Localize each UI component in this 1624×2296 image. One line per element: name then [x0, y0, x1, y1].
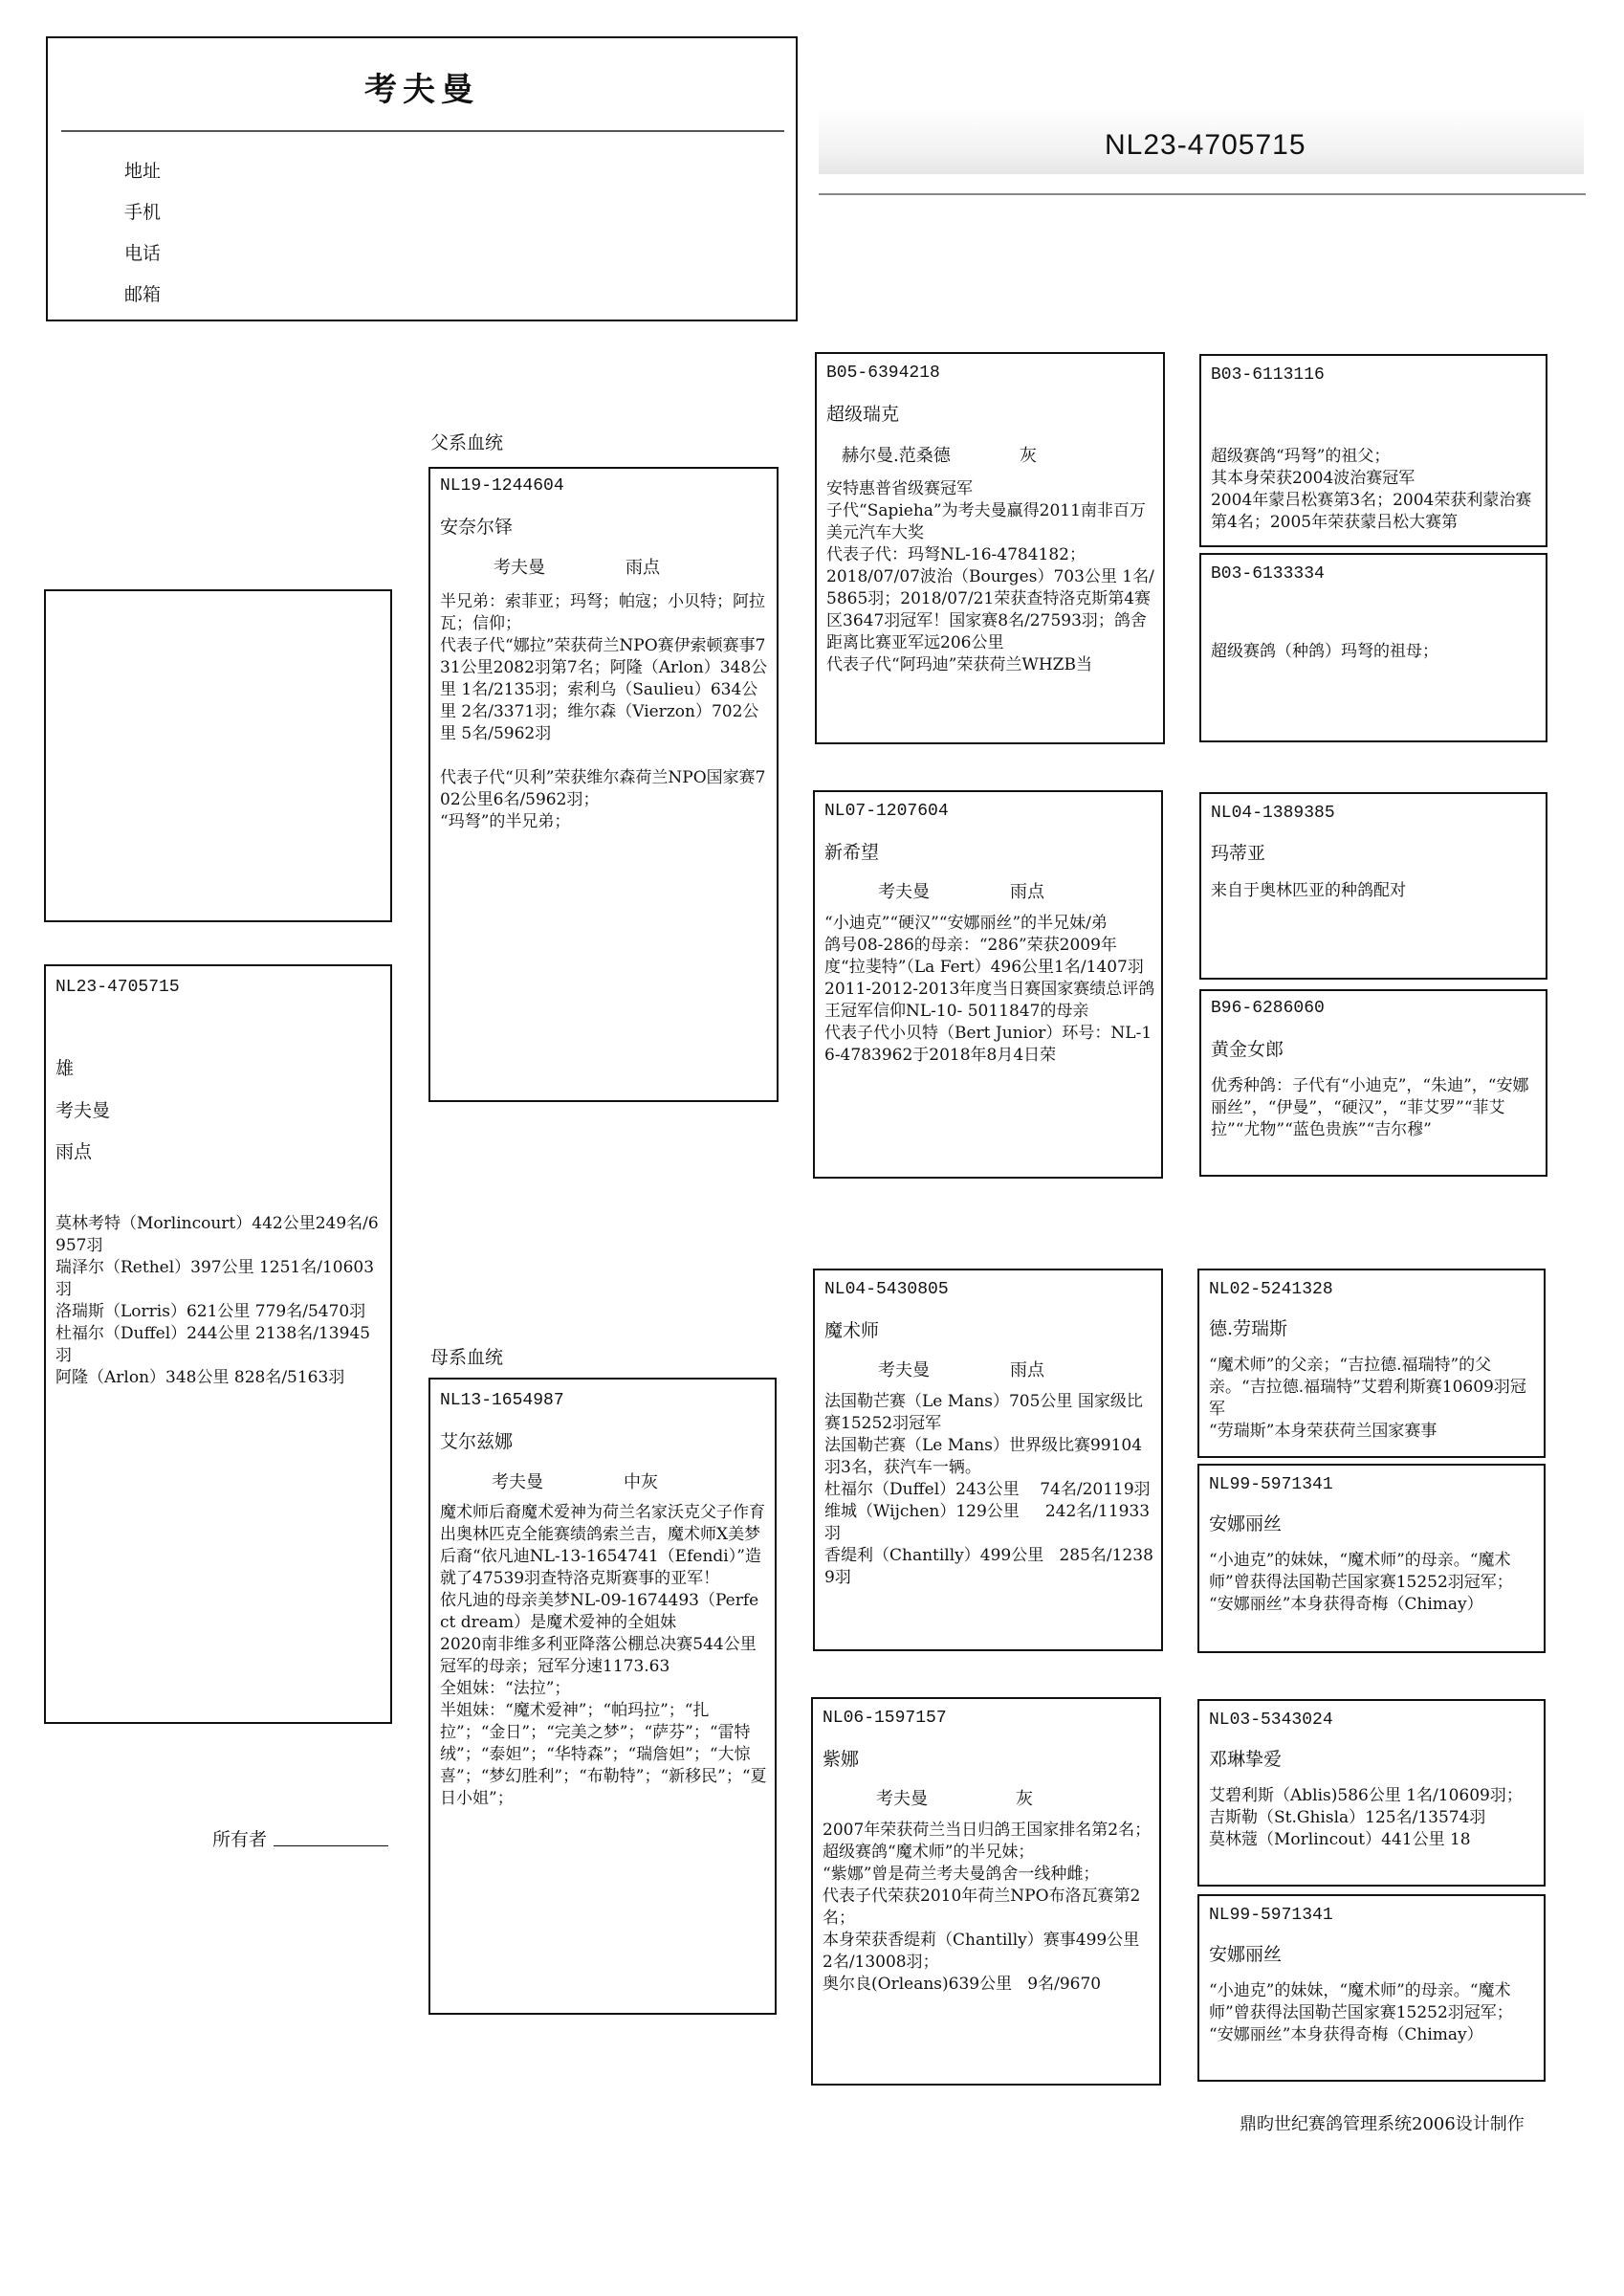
- ssd-notes: 超级赛鸽（种鸽）玛弩的祖母；: [1211, 642, 1438, 661]
- sdd-ring: B96-6286060: [1211, 999, 1325, 1018]
- sire-notes: 半兄弟：索菲亚；玛弩；帕寇；小贝特；阿拉瓦；信仰； 代表子代“娜拉”荣获荷兰NPO赛伊索顿赛事731公里2082羽第7名；阿隆（Arlon）348公里 1名/2135羽；索利乌（Saulieu）634公里 2名/3371羽；维尔森（Vierzon）702公里 5名/5962羽 代表子代“贝利”荣获维尔森荷兰NPO国家赛702公里6名/5962羽； “玛弩”的半兄弟；: [440, 592, 768, 831]
- sdd-notes: 优秀种鸽：子代有“小迪克”，“朱迪”，“安娜丽丝”，“伊曼”，“硬汉”，“菲艾罗”“菲艾拉”“尤物”“蓝色贵族”“吉尔穆”: [1211, 1076, 1529, 1139]
- sire-color: 雨点: [625, 558, 660, 578]
- sdd-name: 黄金女郎: [1211, 1039, 1284, 1060]
- header-ring-number: NL23-4705715: [1105, 129, 1306, 161]
- ds-ring: NL04-5430805: [824, 1280, 949, 1299]
- sd-box: [813, 790, 1163, 1179]
- ss-color: 灰: [1020, 446, 1037, 466]
- subject-sex: 雄: [55, 1058, 75, 1079]
- owner-signature-label: 所有者: [212, 1829, 268, 1850]
- ddd-box: [1197, 1894, 1546, 2082]
- subject-color: 雨点: [55, 1141, 93, 1162]
- subject-ring: NL23-4705715: [55, 978, 180, 997]
- dss-ring: NL02-5241328: [1209, 1280, 1333, 1299]
- subject-results: 莫林考特（Morlincourt）442公里249名/6957羽 瑞泽尔（Rethel）397公里 1251名/10603羽 洛瑞斯（Lorris）621公里 779名/5470羽 杜福尔（Duffel）244公里 2138名/13945羽 阿隆（Arlon）348公里 828名/5163羽: [55, 1214, 379, 1387]
- sire-name: 安奈尔铎: [440, 517, 514, 538]
- sd-color: 雨点: [1010, 882, 1044, 902]
- header-line: [819, 193, 1586, 195]
- dd-color: 灰: [1016, 1789, 1033, 1809]
- sire-box: [428, 467, 779, 1102]
- ss-name: 超级瑞克: [826, 404, 900, 425]
- sire-strain: 考夫曼: [494, 558, 545, 578]
- sd-notes: “小迪克”“硬汉”“安娜丽丝”的半兄妹/弟 鸽号08-286的母亲：“286”荣获2009年度“拉斐特”（La Fert）496公里1名/1407羽 2011-2012-2013年度当日赛国家赛绩总评鸽王冠军信仰NL-10- 5011847的母亲 代表子代小贝特（Bert Junior）环号：NL-16-4783962于2018年8月4日荣: [824, 914, 1155, 1065]
- sd-name: 新希望: [824, 842, 880, 863]
- sds-name: 玛蒂亚: [1211, 843, 1266, 864]
- ddd-notes: “小迪克”的妹妹，“魔术师”的母亲。“魔术师”曾获得法国勒芒国家赛15252羽冠军； “安娜丽丝”本身获得奇梅（Chimay）: [1209, 1981, 1513, 2044]
- dsd-ring: NL99-5971341: [1209, 1475, 1333, 1494]
- owner-box: [46, 36, 798, 321]
- ss-box: [815, 352, 1165, 744]
- owner-address-label: 地址: [124, 161, 162, 182]
- ddd-ring: NL99-5971341: [1209, 1906, 1333, 1925]
- ddd-name: 安娜丽丝: [1209, 1944, 1283, 1965]
- dam-color: 中灰: [624, 1472, 658, 1492]
- dds-box: [1197, 1699, 1546, 1887]
- ds-notes: 法国勒芒赛（Le Mans）705公里 国家级比赛15252羽冠军 法国勒芒赛（Le Mans）世界级比赛99104羽3名，获汽车一辆。 杜福尔（Duffel）243公里 74名/20119羽 维城（Wijchen）129公里 242名/11933羽 香缇利（Chantilly）499公里 285名/12389羽: [824, 1392, 1153, 1587]
- ss-notes: 安特惠普省级赛冠军 子代“Sapieha”为考夫曼赢得2011南非百万美元汽车大奖 代表子代：玛弩NL-16-4784182； 2018/07/07波治（Bourges）703公里 1名/5865羽；2018/07/21荣获查特洛克斯第4赛区3647羽冠军！国家赛8名/27593羽；鸽舍距离比赛亚军远206公里 代表子代“阿玛迪”荣获荷兰WHZB当: [826, 479, 1154, 674]
- dsd-notes: “小迪克”的妹妹，“魔术师”的母亲。“魔术师”曾获得法国勒芒国家赛15252羽冠军； “安娜丽丝”本身获得奇梅（Chimay）: [1209, 1551, 1513, 1614]
- dsd-name: 安娜丽丝: [1209, 1513, 1283, 1534]
- sdd-box: [1199, 989, 1547, 1177]
- ss-ring: B05-6394218: [826, 364, 940, 383]
- ds-name: 魔术师: [824, 1320, 880, 1341]
- owner-email-label: 邮箱: [124, 284, 162, 305]
- sds-notes: 来自于奥林匹亚的种鸽配对: [1211, 881, 1406, 900]
- dam-notes: 魔术师后裔魔术爱神为荷兰名家沃克父子作育出奥林匹克全能赛绩鸽索兰吉，魔术师X美梦后裔“依凡迪NL-13-1654741（Efendi）”造就了47539羽查特洛克斯赛事的亚军！ 依凡迪的母亲美梦NL-09-1674493（Perfect dream）是魔术爱神的全姐妹 2020南非维多利亚降落公棚总决赛544公里冠军的母亲；冠军分速1173.63 全姐妹：“法拉”； 半姐妹：“魔术爱神”；“帕玛拉”；“扎拉”；“金日”；“完美之梦”；“萨芬”；“雷特绒”；“泰妲”；“华特森”；“瑞詹妲”；“大惊喜”；“梦幻胜利”；“布勒特”；“新移民”；“夏日小姐”；: [440, 1503, 767, 1808]
- ds-box: [813, 1269, 1163, 1651]
- subject-strain: 考夫曼: [55, 1100, 111, 1121]
- dss-notes: “魔术师”的父亲；“吉拉德.福瑞特”的父亲。“吉拉德.福瑞特”艾碧利斯赛10609羽冠军 “劳瑞斯”本身荣获荷兰国家赛事: [1209, 1356, 1526, 1441]
- ss-strain: 赫尔曼.范桑德: [842, 446, 951, 466]
- dss-name: 德.劳瑞斯: [1209, 1318, 1288, 1339]
- dd-name: 紫娜: [823, 1749, 860, 1770]
- sd-strain: 考夫曼: [878, 882, 930, 902]
- owner-signature-line: [274, 1845, 388, 1846]
- ds-color: 雨点: [1010, 1360, 1044, 1380]
- owner-divider: [61, 130, 784, 132]
- dss-box: [1197, 1269, 1546, 1458]
- dd-strain: 考夫曼: [876, 1789, 928, 1809]
- dds-notes: 艾碧利斯（Ablis)586公里 1名/10609羽； 吉斯勒（St.Ghisla）125名/13574羽 莫林蔻（Morlincout）441公里 18: [1209, 1786, 1523, 1849]
- dam-name: 艾尔兹娜: [440, 1431, 514, 1452]
- sss-notes: 超级赛鸽“玛弩”的祖父； 其本身荣获2004波治赛冠军 2004年蒙吕松赛第3名；2004荣获利蒙治赛第4名；2005年荣获蒙吕松大赛第: [1211, 447, 1532, 532]
- owner-phone-label: 电话: [124, 243, 162, 264]
- ds-strain: 考夫曼: [878, 1360, 930, 1380]
- dsd-box: [1197, 1464, 1546, 1653]
- ssd-ring: B03-6133334: [1211, 564, 1325, 584]
- maternal-label: 母系血统: [430, 1347, 504, 1368]
- dam-box: [428, 1378, 777, 2015]
- dd-notes: 2007年荣获荷兰当日归鸽王国家排名第2名； 超级赛鸽“魔术师”的半兄妹； “紫娜”曾是荷兰考夫曼鸽舍一线种雌； 代表子代荣获2010年荷兰NPO布洛瓦赛第2名； 本身荣获香缇莉（Chantilly）赛事499公里 2名/13008羽； 奥尔良(Orleans)639公里 9名/9670: [823, 1821, 1152, 1994]
- owner-mobile-label: 手机: [124, 202, 162, 223]
- paternal-label: 父系血统: [430, 432, 504, 453]
- sds-box: [1199, 792, 1547, 980]
- footer-credit: 鼎昀世纪赛鸽管理系统2006设计制作: [1240, 2114, 1525, 2134]
- dds-ring: NL03-5343024: [1209, 1711, 1333, 1730]
- dds-name: 邓琳挚爱: [1209, 1749, 1283, 1770]
- sds-ring: NL04-1389385: [1211, 804, 1335, 823]
- sss-box: [1199, 354, 1547, 547]
- sd-ring: NL07-1207604: [824, 802, 949, 821]
- dam-ring: NL13-1654987: [440, 1391, 564, 1410]
- dd-ring: NL06-1597157: [823, 1709, 947, 1728]
- sire-ring: NL19-1244604: [440, 476, 564, 496]
- dam-strain: 考夫曼: [492, 1472, 543, 1492]
- ssd-box: [1199, 553, 1547, 742]
- sss-ring: B03-6113116: [1211, 365, 1325, 385]
- pigeon-photo-frame: [44, 589, 392, 922]
- dd-box: [811, 1697, 1161, 2086]
- subject-box: [44, 964, 392, 1724]
- owner-name: 考夫曼: [364, 71, 479, 109]
